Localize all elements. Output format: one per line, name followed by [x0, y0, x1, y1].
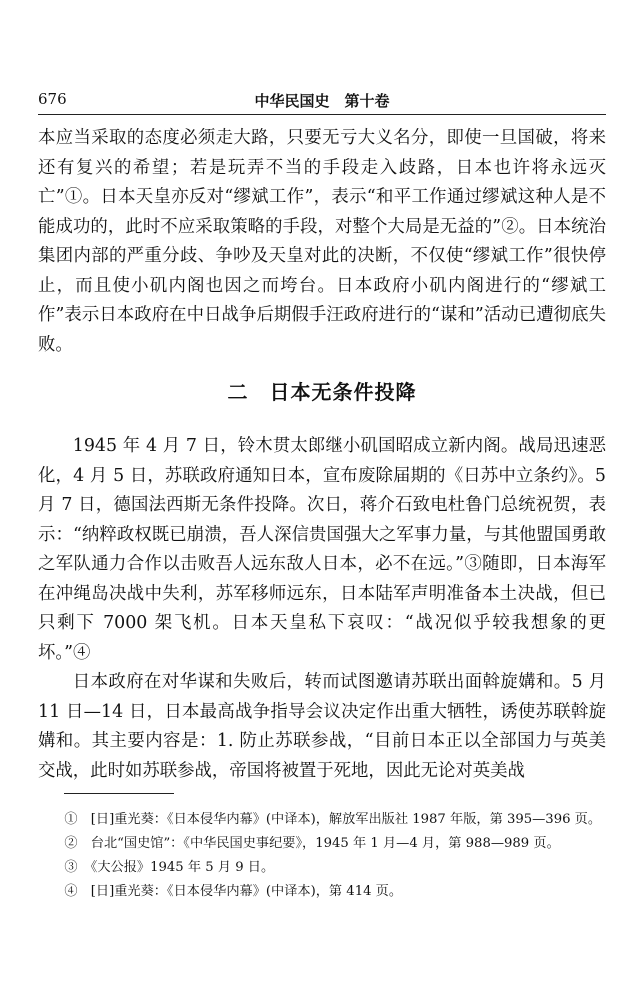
footnotes — [38, 808, 606, 904]
body-text-after-section — [38, 432, 606, 786]
footnote-divider — [64, 793, 174, 794]
paragraph: 1945 年 4 月 7 日，铃木贯太郎继小矶国昭成立新内阁。战局迅速恶化，4 月 5 日，苏联政府通知日本，宣布废除届期的《日苏中立条约》。5 月 7 日，德国法西斯无条件投降。次日，蒋介石致电杜鲁门总统祝贺，表示：“纳粹政权既已崩溃，吾人深信贵国强大之军事力量，与其他盟国勇敢之军队通力合作以击败吾人远东敌人日本，必不在远。”③随即，日本海军在冲绳岛决战中失利，苏军移师远东，日本陆军声明准备本土决战，但已只剩下 7000 架飞机。日本天皇私下哀叹：“战况似乎较我想象的更坏。”④ — [38, 436, 606, 663]
footnote: ① [日]重光葵：《日本侵华内幕》(中译本)，解放军出版社 1987 年版，第 395—396 页。 — [64, 812, 602, 827]
paragraph-continued: 本应当采取的态度必须走大路，只要无亏大义名分，即使一旦国破，将来还有复兴的希望；若是玩弄不当的手段走入歧路，日本也许将永远灭亡”①。日本天皇亦反对“缪斌工作”，表示“和平工作通过缪斌这种人是不能成功的，此时不应采取策略的手段，对整个大局是无益的”②。日本统治集团内部的严重分歧、争吵及天皇对此的决断，不仅使“缪斌工作”很快停止，而且使小矶内阁也因之而垮台。日本政府小矶内阁进行的“缪斌工作”表示日本政府在中日战争后期假手汪政府进行的“谋和”活动已遭彻底失败。 — [38, 128, 606, 355]
paragraph: 日本政府在对华谋和失败后，转而试图邀请苏联出面斡旋媾和。5 月 11 日—14 日，日本最高战争指导会议决定作出重大牺牲，诱使苏联斡旋媾和。其主要内容是：1. 防止苏联参战，“目前日本正以全部国力与英美交战，此时如苏联参战，帝国将被置于死地，因此无论对英美战 — [38, 672, 606, 781]
footnote: ④ [日]重光葵：《日本侵华内幕》(中译本)，第 414 页。 — [64, 884, 403, 899]
page-header — [38, 88, 606, 115]
footnote: ③ 《大公报》1945 年 5 月 9 日。 — [64, 860, 275, 875]
footnote: ② 台北“国史馆”：《中华民国史事纪要》，1945 年 1 月—4 月，第 988—989 页。 — [64, 836, 560, 851]
page-number: 676 — [38, 90, 67, 108]
section-heading: 二 日本无条件投降 — [227, 380, 417, 404]
running-title: 中华民国史 第十卷 — [254, 92, 390, 110]
body-text-before-section — [38, 124, 606, 360]
